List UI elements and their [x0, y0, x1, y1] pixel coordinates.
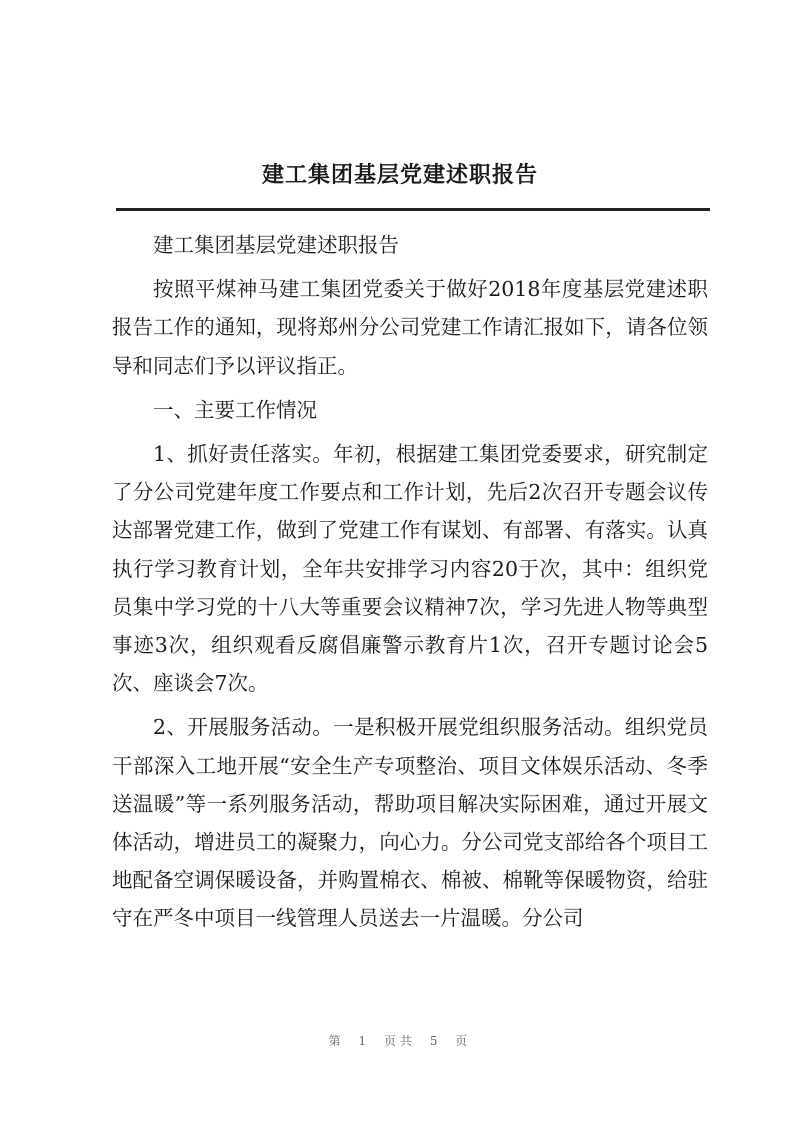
document-title: 建工集团基层党建述职报告 — [261, 162, 538, 188]
footer-suffix: 页 — [455, 1034, 472, 1048]
page-footer — [0, 1032, 800, 1049]
footer-middle: 页共 — [383, 1034, 416, 1048]
footer-prefix: 第 — [328, 1034, 345, 1048]
body-paragraph: 按照平煤神马建工集团党委关于做好2018年度基层党建述职报告工作的通知，现将郑州分公司党建工作请汇报如下，请各位领导和同志们予以评议指正。 — [112, 277, 708, 378]
section-heading: 一、主要工作情况 — [153, 397, 317, 422]
body-paragraph: 建工集团基层党建述职报告 — [153, 233, 399, 257]
document-body — [112, 226, 708, 944]
body-paragraph: 1、抓好责任落实。年初，根据建工集团党委要求，研究制定了分公司党建年度工作要点和工作计划，先后2次召开专题会议传达部署党建工作，做到了党建工作有谋划、有部署、有落实。认真执行学习教育计划，全年共安排学习内容20于次，其中：组织党员集中学习党的十八大等重要会议精神7次，学习先进人物等典型事迹3次，组织观看反腐倡廉警示教育片1次，召开专题讨论会5次、座谈会7次。 — [112, 442, 708, 696]
footer-current-page: 1 — [358, 1034, 371, 1048]
title-divider — [116, 208, 710, 211]
footer-total-pages: 5 — [429, 1034, 442, 1048]
body-paragraph: 2、开展服务活动。一是积极开展党组织服务活动。组织党员干部深入工地开展“安全生产专项整治、项目文体娱乐活动、冬季送温暖”等一系列服务活动，帮助项目解决实际困难，通过开展文体活动，增进员工的凝聚力，向心力。分公司党支部给各个项目工地配备空调保暖设备，并购置棉衣、棉被、棉靴等保暖物资，给驻守在严冬中项目一线管理人员送去一片温暖。分公司 — [112, 715, 708, 931]
